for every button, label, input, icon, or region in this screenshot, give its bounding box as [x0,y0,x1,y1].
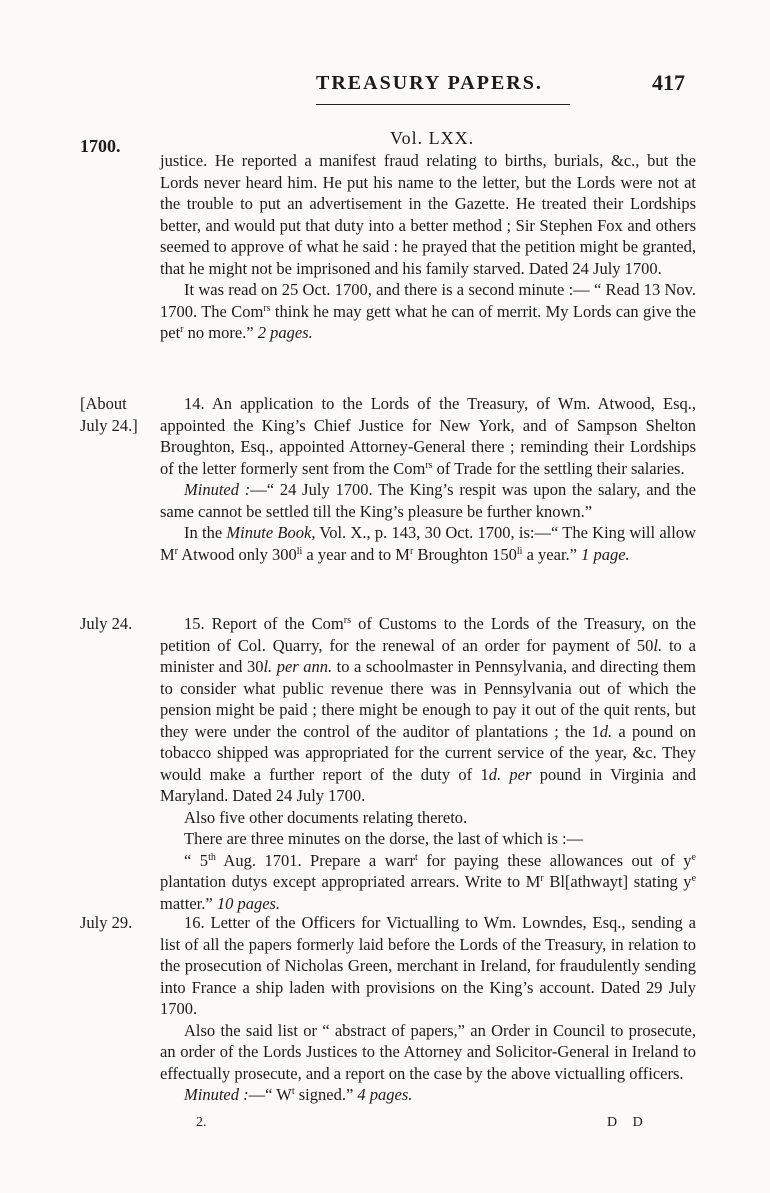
entry-16 [160,912,696,1106]
margin-date-16 [80,912,156,934]
volume-heading: Vol. LXX. [390,128,475,148]
entry-paragraph: 14. An application to the Lords of the Treasury, of Wm. Atwood, Esq., appointed the King’s Chief Justice for New York, and of Sampson Shelton Broughton, Esq., appointed Attorney-General there ; reminding their Lordships of the letter formerly sent from the Com$^{rs}$ of Trade for the settling their salaries. [160,394,696,478]
page-count: 4 pages. [357,1085,413,1104]
continued-entry [160,150,696,344]
entry-note: There are three minutes on the dorse, the last of which is :— [184,829,584,848]
page-count: 1 page. [581,544,630,564]
header-rule [316,104,570,105]
entry-minute: Minuted :—“ 24 July 1700. The King’s respit was upon the salary, and the same cannot be settled till the King’s pleasure be further known.” [160,480,696,521]
entry-15 [160,613,696,914]
margin-date-line: July 24. [80,614,133,633]
entry-paragraph: 15. Report of the Com$^{rs}$ of Customs to the Lords of the Treasury, on the petition of Col. Quarry, for the renewal of an order for payment of 50l. to a minister and 30l. per ann. to a schoolmaster in Pennsylvania, and directing them to consider what public revenue there was in Pennsylvania out of which the pension might be paid ; there might be enough to pay it out of the quit rents, but they were under the control of the auditor of plantations ; the 1d. a pound on tobacco shipped was appropriated for the current service of the year, &c. They would make a further report of the duty of 1d. per pound in Virginia and Maryland. Dated 24 July 1700. [160,614,697,805]
page-count: 2 pages. [257,323,313,342]
entry-note: Also five other documents relating thereto. [184,807,468,827]
sheet-mark: D D [607,1115,649,1130]
entry-minute: “ 5th Aug. 1701. Prepare a warr$^t$ for paying these allowances out of $y^e$ plantation dutys except appropriated arrears. Write to $M^r$ Bl[athwayt] stating $y^e$ matter.” 10 pages. [160,850,697,913]
margin-date-line: July 24.] [80,416,138,435]
margin-date-15 [80,613,156,635]
entry-14 [160,393,696,565]
margin-date-line: July 29. [80,913,133,932]
margin-year: 1700. [80,136,121,156]
page-number: 417 [652,70,685,95]
running-title: TREASURY PAPERS. [316,72,543,94]
entry-minute-book: In the Minute Book, Vol. X., p. 143, 30 Oct. 1700, is:—“ The King will allow $M^r$ Atwood only $300^{li}$ a year and to $M^r$ Broughton $150^{li}$ a year.” 1 page. [160,523,697,564]
margin-date-line: [About [80,394,127,413]
margin-date-14 [80,393,156,437]
continued-minute: It was read on 25 Oct. 1700, and there is a second minute :— “ Read 13 Nov. 1700. The Com$^{rs}$ think he may gett what he can of merrit. My Lords can give the pet$^r$ no more.” 2 pages. [160,280,696,342]
entry-note: Also the said list or “ abstract of papers,” an Order in Council to prosecute, an order of the Lords Justices to the Attorney and Solicitor-General in Ireland to effectually prosecute, and a report on the case by the above victualling officers. [160,1020,696,1083]
page-count: 10 pages. [216,893,281,913]
continued-paragraph: justice. He reported a manifest fraud relating to births, burials, &c., but the Lords never heard him. He put his name to the letter, but the Lords were not at the trouble to put an advertisement in the Gazette. He treated their Lordships better, and would put that duty into a better method ; Sir Stephen Fox and others seemed to approve of what he said : he prayed that the petition might be granted, that he might not be imprisoned and his family starved. Dated 24 July 1700. [160,151,696,278]
signature-mark: 2. [196,1115,207,1130]
entry-minute: Minuted :—“ $W^t$ signed.” 4 pages. [184,1085,413,1104]
entry-paragraph: 16. Letter of the Officers for Victualling to Wm. Lowndes, Esq., sending a list of all the papers formerly laid before the Lords of the Treasury, in relation to the prosecution of Nicholas Green, merchant in Ireland, for fraudulently sending into France a ship laden with provisions on the King’s account. Dated 29 July 1700. [160,913,696,1018]
